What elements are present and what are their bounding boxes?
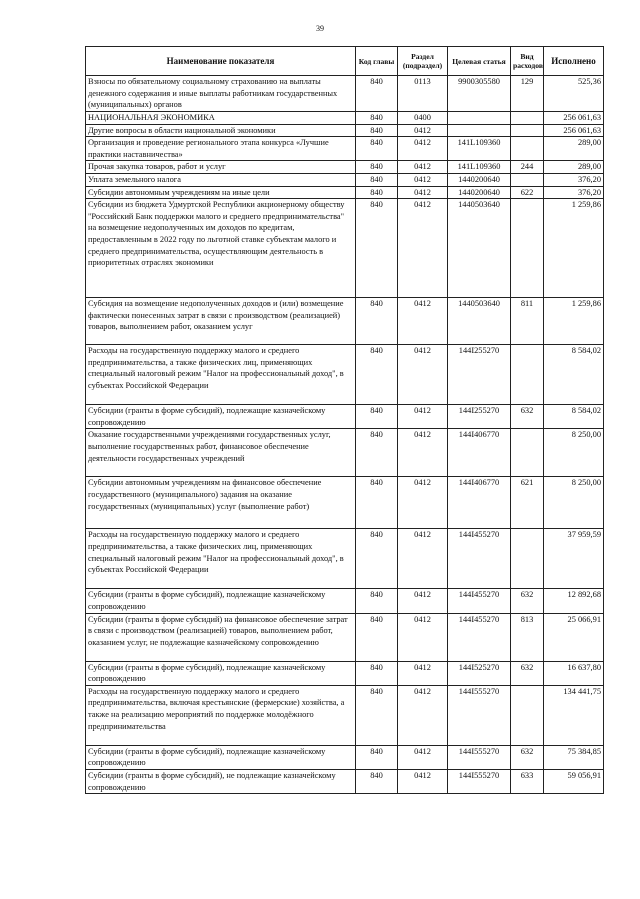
row-section-cell: 0412	[398, 124, 448, 137]
row-executed-cell: 8 584,02	[544, 405, 604, 429]
row-article-cell: 141L109360	[448, 137, 511, 161]
row-article-cell: 144I406770	[448, 477, 511, 529]
row-article-cell: 144I555270	[448, 769, 511, 793]
row-name-cell: Уплата земельного налога	[86, 173, 356, 186]
row-section-cell: 0412	[398, 477, 448, 529]
row-name-cell: Субсидии (гранты в форме субсидий), подлежащие казначейскому сопровождению	[86, 589, 356, 613]
row-name-cell: Расходы на государственную поддержку малого и среднего предпринимательства, включая крестьянские (фермерские) хозяйства, а также на реализацию мероприятий по поддержке молодёжного предпринимательства	[86, 685, 356, 745]
row-section-cell: 0412	[398, 345, 448, 405]
row-name-cell: НАЦИОНАЛЬНАЯ ЭКОНОМИКА	[86, 112, 356, 125]
row-executed-cell: 8 584,02	[544, 345, 604, 405]
table-row	[86, 199, 604, 298]
row-executed-cell: 59 056,91	[544, 769, 604, 793]
row-article-cell: 144I455270	[448, 589, 511, 613]
row-article-cell: 144I455270	[448, 613, 511, 661]
row-executed-cell: 289,00	[544, 137, 604, 161]
row-name-cell: Субсидии (гранты в форме субсидий), подлежащие казначейскому сопровождению	[86, 745, 356, 769]
row-kind-cell: 632	[511, 661, 544, 685]
table-row	[86, 769, 604, 793]
row-executed-cell: 376,20	[544, 186, 604, 199]
row-executed-cell: 1 259,86	[544, 298, 604, 345]
row-kind-cell: 244	[511, 161, 544, 174]
row-name-cell: Субсидии (гранты в форме субсидий), подлежащие казначейскому сопровождению	[86, 405, 356, 429]
row-section-cell: 0412	[398, 161, 448, 174]
row-name-cell: Расходы на государственную поддержку малого и среднего предпринимательства, а также физических лиц, применяющих специальный налоговый режим "Налог на профессиональный доход", в субъектах Российской Федерации	[86, 529, 356, 589]
row-code-cell: 840	[356, 613, 398, 661]
row-article-cell: 144I406770	[448, 429, 511, 477]
row-section-cell: 0412	[398, 769, 448, 793]
row-kind-cell	[511, 173, 544, 186]
row-kind-cell: 632	[511, 405, 544, 429]
row-kind-cell	[511, 124, 544, 137]
table-header-row	[86, 47, 604, 76]
table-row	[86, 745, 604, 769]
row-kind-cell	[511, 685, 544, 745]
row-executed-cell: 256 061,63	[544, 124, 604, 137]
row-kind-cell	[511, 199, 544, 298]
table-row	[86, 112, 604, 125]
table-row	[86, 589, 604, 613]
row-name-cell: Прочая закупка товаров, работ и услуг	[86, 161, 356, 174]
row-section-cell: 0412	[398, 529, 448, 589]
row-kind-cell	[511, 429, 544, 477]
row-code-cell: 840	[356, 477, 398, 529]
row-kind-cell	[511, 345, 544, 405]
row-executed-cell: 25 066,91	[544, 613, 604, 661]
row-section-cell: 0400	[398, 112, 448, 125]
row-code-cell: 840	[356, 529, 398, 589]
row-name-cell: Субсидии (гранты в форме субсидий) на финансовое обеспечение затрат в связи с производством (реализацией) товаров, выполнением работ, оказанием услуг, не подлежащие казначейскому сопровождению	[86, 613, 356, 661]
row-name-cell: Субсидии (гранты в форме субсидий), не подлежащие казначейскому сопровождению	[86, 769, 356, 793]
row-article-cell: 1440503640	[448, 298, 511, 345]
table-row	[86, 661, 604, 685]
row-name-cell: Субсидии (гранты в форме субсидий), подлежащие казначейскому сопровождению	[86, 661, 356, 685]
header-article: Целевая статья	[448, 47, 511, 76]
row-kind-cell: 129	[511, 76, 544, 112]
row-code-cell: 840	[356, 173, 398, 186]
row-code-cell: 840	[356, 429, 398, 477]
row-article-cell: 144I455270	[448, 529, 511, 589]
row-executed-cell: 12 892,68	[544, 589, 604, 613]
row-code-cell: 840	[356, 186, 398, 199]
header-executed: Исполнено	[544, 47, 604, 76]
row-section-cell: 0412	[398, 613, 448, 661]
header-kind: Вид расходов	[511, 47, 544, 76]
row-article-cell: 141L109360	[448, 161, 511, 174]
row-name-cell: Другие вопросы в области национальной экономики	[86, 124, 356, 137]
row-section-cell: 0412	[398, 589, 448, 613]
row-code-cell: 840	[356, 661, 398, 685]
row-article-cell: 1440503640	[448, 199, 511, 298]
row-kind-cell: 633	[511, 769, 544, 793]
row-section-cell: 0412	[398, 137, 448, 161]
row-executed-cell: 8 250,00	[544, 477, 604, 529]
row-section-cell: 0412	[398, 405, 448, 429]
header-section: Раздел (подраздел)	[398, 47, 448, 76]
row-name-cell: Субсидии из бюджета Удмуртской Республики акционерному обществу "Российский Банк поддержки малого и среднего предпринимательства" на возмещение недополученных им доходов по кредитам, предоставленным в 2022 году по льготной ставке субъектам малого и среднего предпринимательства, осуществляющим деятельность в приоритетных отраслях экономики	[86, 199, 356, 298]
table-row	[86, 685, 604, 745]
header-code: Код главы	[356, 47, 398, 76]
row-code-cell: 840	[356, 298, 398, 345]
row-executed-cell: 134 441,75	[544, 685, 604, 745]
table-row	[86, 173, 604, 186]
table-row	[86, 137, 604, 161]
table-row	[86, 298, 604, 345]
row-name-cell: Оказание государственными учреждениями государственных услуг, выполнение государственных работ, финансовое обеспечение деятельности государственных учреждений	[86, 429, 356, 477]
row-executed-cell: 16 637,80	[544, 661, 604, 685]
row-article-cell: 144I555270	[448, 685, 511, 745]
row-code-cell: 840	[356, 685, 398, 745]
row-article-cell	[448, 124, 511, 137]
table-row	[86, 345, 604, 405]
row-name-cell: Субсидии автономным учреждениям на финансовое обеспечение государственного (муниципального) задания на оказание государственных (муниципальных) услуг (выполнение работ)	[86, 477, 356, 529]
row-executed-cell: 8 250,00	[544, 429, 604, 477]
table-row	[86, 124, 604, 137]
row-executed-cell: 37 959,59	[544, 529, 604, 589]
row-article-cell: 9900305580	[448, 76, 511, 112]
table-row	[86, 76, 604, 112]
row-kind-cell: 622	[511, 186, 544, 199]
table-row	[86, 405, 604, 429]
row-section-cell: 0113	[398, 76, 448, 112]
row-code-cell: 840	[356, 769, 398, 793]
row-name-cell: Субсидия на возмещение недополученных доходов и (или) возмещение фактически понесенных затрат в связи с производством (реализацией) товаров, выполнением работ, оказанием услуг	[86, 298, 356, 345]
row-section-cell: 0412	[398, 429, 448, 477]
row-code-cell: 840	[356, 745, 398, 769]
table-row	[86, 161, 604, 174]
row-code-cell: 840	[356, 199, 398, 298]
row-article-cell: 1440200640	[448, 173, 511, 186]
row-code-cell: 840	[356, 137, 398, 161]
row-executed-cell: 525,36	[544, 76, 604, 112]
row-executed-cell: 1 259,86	[544, 199, 604, 298]
row-code-cell: 840	[356, 161, 398, 174]
table-row	[86, 477, 604, 529]
row-name-cell: Субсидии автономным учреждениям на иные цели	[86, 186, 356, 199]
row-section-cell: 0412	[398, 298, 448, 345]
row-article-cell: 144I555270	[448, 745, 511, 769]
row-kind-cell	[511, 137, 544, 161]
row-executed-cell: 75 384,85	[544, 745, 604, 769]
row-name-cell: Расходы на государственную поддержку малого и среднего предпринимательства, а также физических лиц, применяющих специальный налоговый режим "Налог на профессиональный доход", в субъектах Российской Федерации	[86, 345, 356, 405]
table-row	[86, 529, 604, 589]
row-section-cell: 0412	[398, 745, 448, 769]
row-article-cell: 144I525270	[448, 661, 511, 685]
table-row	[86, 613, 604, 661]
row-section-cell: 0412	[398, 173, 448, 186]
row-kind-cell	[511, 112, 544, 125]
row-executed-cell: 256 061,63	[544, 112, 604, 125]
row-article-cell: 144I255270	[448, 405, 511, 429]
row-section-cell: 0412	[398, 685, 448, 745]
row-code-cell: 840	[356, 405, 398, 429]
row-kind-cell: 813	[511, 613, 544, 661]
row-kind-cell: 621	[511, 477, 544, 529]
row-kind-cell: 632	[511, 589, 544, 613]
row-article-cell: 1440200640	[448, 186, 511, 199]
row-section-cell: 0412	[398, 186, 448, 199]
header-name: Наименование показателя	[86, 47, 356, 76]
row-kind-cell: 811	[511, 298, 544, 345]
budget-execution-table	[85, 46, 604, 794]
row-kind-cell: 632	[511, 745, 544, 769]
row-code-cell: 840	[356, 124, 398, 137]
row-code-cell: 840	[356, 112, 398, 125]
row-code-cell: 840	[356, 76, 398, 112]
row-article-cell: 144I255270	[448, 345, 511, 405]
table-row	[86, 186, 604, 199]
row-executed-cell: 289,00	[544, 161, 604, 174]
row-article-cell	[448, 112, 511, 125]
row-section-cell: 0412	[398, 661, 448, 685]
row-code-cell: 840	[356, 589, 398, 613]
page-number: 39	[316, 24, 324, 33]
row-name-cell: Взносы по обязательному социальному страхованию на выплаты денежного содержания и иные выплаты работникам государственных (муниципальных) органов	[86, 76, 356, 112]
row-name-cell: Организация и проведение регионального этапа конкурса «Лучшие практики наставничества»	[86, 137, 356, 161]
row-executed-cell: 376,20	[544, 173, 604, 186]
table-row	[86, 429, 604, 477]
row-section-cell: 0412	[398, 199, 448, 298]
row-code-cell: 840	[356, 345, 398, 405]
row-kind-cell	[511, 529, 544, 589]
